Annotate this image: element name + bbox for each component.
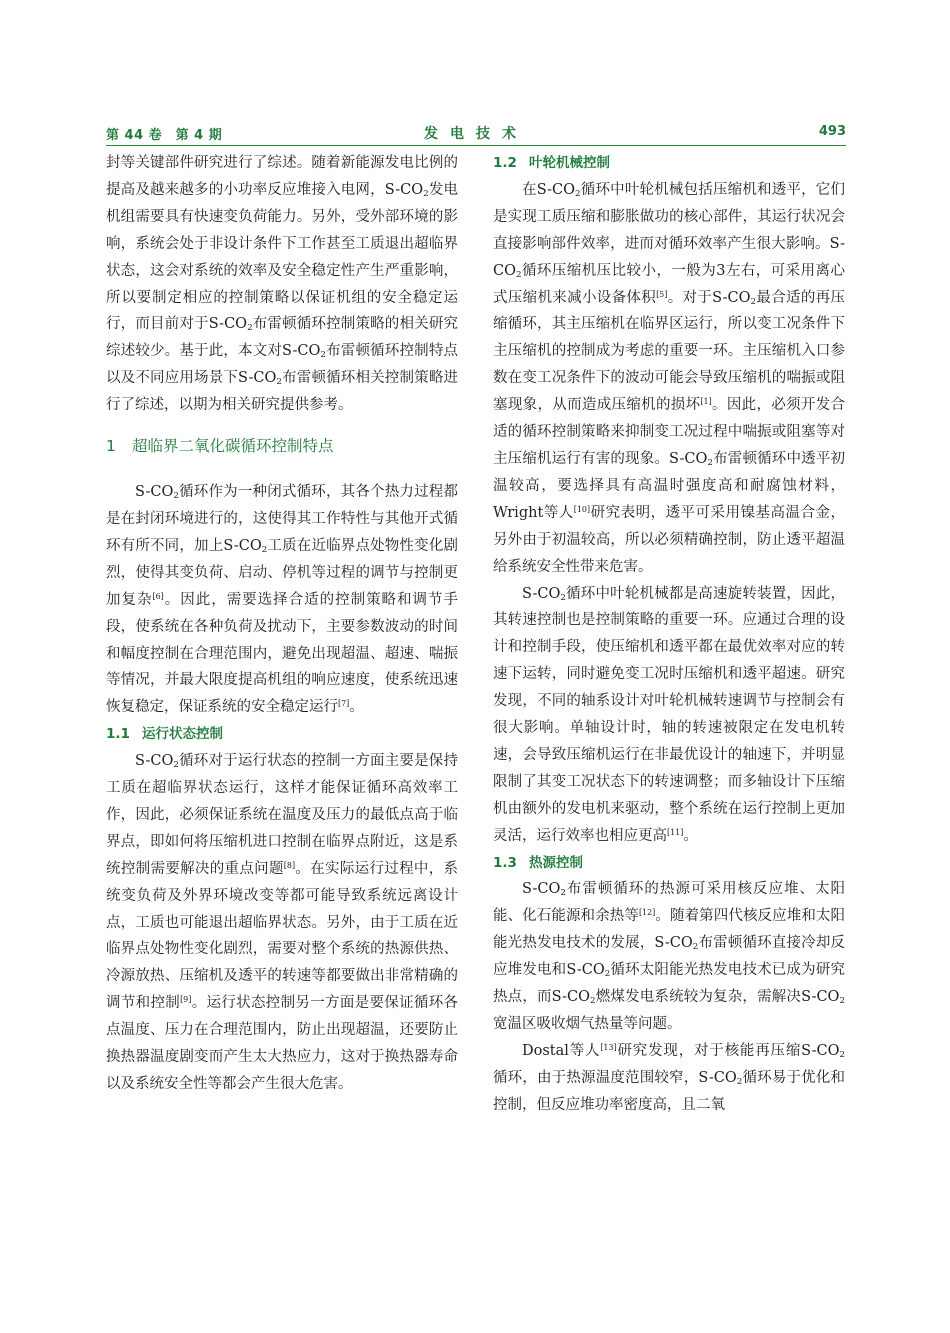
paragraph: 在$S-CO_2$循环中叶轮机械包括压缩机和透平，它们是实现工质压缩和膨胀做功的核心部件，其运行状况会直接影响部件效率，进而对循环效率产生很大影响。$S-CO_2$循环压缩机压比较小，一般为3左右，可采用离心式压缩机来减小设备体积[5]。对于$S-CO_2$最合适的再压缩循环，其主压缩机在临界区运行，所以变工况条件下主压缩机的控制成为考虑的重要一环。主压缩机入口参数在变工况条件下的波动可能会导致压缩机的喘振或阻塞现象，从而造成压缩机的损坏[1]。因此，必须开发合适的循环控制策略来抑制变工况过程中喘振或阻塞等对主压缩机运行有害的现象。$S-CO_2$布雷顿循环中透平初温较高，要选择具有高温时强度高和耐腐蚀材料，Wright等人[10]研究表明，透平可采用镍基高温合金，另外由于初温较高，所以必须精确控制，防止透平超温给系统安全性带来危害。 [493,181,846,575]
citation: [5] [656,289,668,299]
paragraph: 封等关键部件研究进行了综述。随着新能源发电比例的提高及越来越多的小功率反应堆接入电网，$S-CO_2$发电机组需要具有快速变负荷能力。另外，受外部环境的影响，系统会处于非设计条件下工作甚至工质退出超临界状态，这会对系统的效率及安全稳定性产生严重影响，所以要制定相应的控制策略以保证机组的安全稳定运行，而目前对于$S-CO_2$布雷顿循环控制策略的相关研究综述较少。基于此，本文对$S-CO_2$布雷顿循环控制特点以及不同应用场景下$S-CO_2$布雷顿循环相关控制策略进行了综述，以期为相关研究提供参考。 [106,155,458,414]
citation: [1] [700,397,712,407]
page-number: 493 [818,124,846,139]
paragraph: $S-CO_2$布雷顿循环的热源可采用核反应堆、太阳能、化石能源和余热等[12]。随着第四代核反应堆和太阳能光热发电技术的发展，$S-CO_2$布雷顿循环直接冷却反应堆发电和$S-CO_2$循环太阳能光热发电技术已成为研究热点，而$S-CO_2$燃煤发电系统较为复杂，需解决$S-CO_2$宽温区吸收烟气热量等问题。 [493,881,846,1032]
subsection-heading: 1.3 热源控制 [493,854,583,871]
subsection-heading: 1.1 运行状态控制 [106,726,223,743]
citation: [13] [600,1043,617,1053]
subsection-heading: 1.2 叶轮机械控制 [493,155,610,171]
citation: [7] [338,699,350,709]
citation: [8] [283,860,296,870]
citation: [11] [667,827,684,837]
paragraph: $S-CO_2$循环作为一种闭式循环，其各个热力过程都是在封闭环境进行的，这使得其工作特性与其他开式循环有所不同，加上$S-CO_2$工质在近临界点处物性变化剧烈，使得其变负荷、启动、停机等过程的调节与控制更加复杂[6]。因此，需要选择合适的控制策略和调节手段，使系统在各种负荷及扰动下，主要参数波动的时间和幅度控制在合理范围内，避免出现超温、超速、喘振等情况，并最大限度提高机组的响应速度，使系统迅速恢复稳定，保证系统的安全稳定运行[7]。 [106,484,459,716]
paragraph: Dostal等人[13]研究发现，对于核能再压缩$S-CO_2$循环，由于热源温度范围较窄，$S-CO_2$循环易于优化和控制，但反应堆功率密度高，且二氧 [493,1042,845,1113]
citation: [10] [573,505,591,514]
paragraph: $S-CO_2$循环对于运行状态的控制一方面主要是保持工质在超临界状态运行，这样才能保证循环高效率工作，因此，必须保证系统在温度及压力的最低点高于临界点，即如何将压缩机进口控制在临界点附近，这是系统控制需要解决的重点问题[8]。在实际运行过程中，系统变负荷及外界环境改变等都可能导致系统远离设计点，工质也可能退出超临界状态。另外，由于工质在近临界点处物性变化剧烈，需要对整个系统的热源供热、冷源放热、压缩机及透平的转速等都要做出非常精确的调节和控制[9]。运行状态控制另一方面是要保证循环各点温度、压力在合理范围内，防止出现超温，还要防止换热器温度剧变而产生太大热应力，这对于换热器寿命以及系统安全性等都会产生很大危害。 [106,753,459,1092]
right-column [493,150,845,1119]
header-rule [106,145,846,146]
citation: [9] [180,995,192,1005]
left-column [106,150,458,1098]
journal-name: 发电技术 [424,126,528,142]
paragraph: $S-CO_2$循环中叶轮机械都是高速旋转装置，因此，其转速控制也是控制策略的重要一环。应通过合理的设计和控制手段，使压缩机和透平都在最优效率对应的转速下运转，同时避免变工况时压缩机和透平超速。研究发现，不同的轴系设计对叶轮机械转速调节与控制会有很大影响。单轴设计时，轴的转速被限定在发电机转速，会导致压缩机运行在非最优设计的轴速下，并明显限制了其变工况状态下的转速调整；而多轴设计下压缩机由额外的发电机来驱动，整个系统在运行控制上更加灵活，运行效率也相应更高[11]。 [493,585,845,844]
citation: [12] [638,908,656,918]
volume-issue: 第 44 卷 第 4 期 [106,128,223,143]
section-heading: 1 超临界二氧化碳循环控制特点 [106,437,334,456]
citation: [6] [152,591,164,601]
running-header [106,122,846,144]
